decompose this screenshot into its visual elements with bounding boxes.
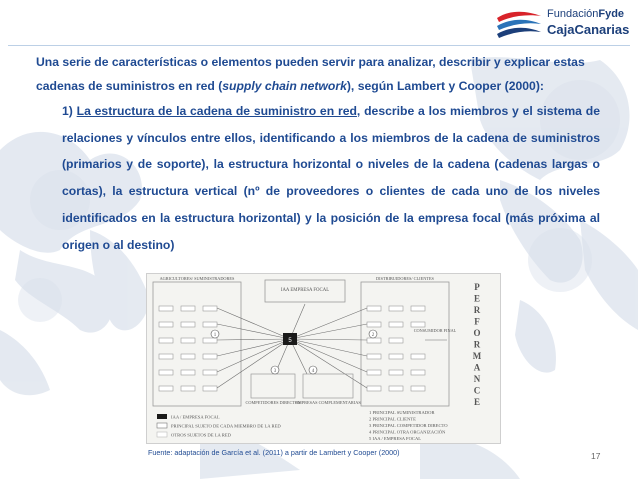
label-suppliers: AGRICULTORES/ SUMINISTRADORES [159,276,235,281]
distributor-nodes [367,306,425,391]
legend-left-2: PRINCIPAL SUJETO DE CADA MIEMBRO DE LA RED [171,423,281,429]
legend-left-3: OTROS SUJETOS DE LA RED [171,432,231,438]
node-number-5: 5 [288,338,292,344]
logo-text-fundacion: FundaciónFyde [547,8,625,20]
performance-letter: P [474,282,480,292]
performance-letter: R [473,339,481,350]
performance-letter: M [472,351,482,361]
legend-right-1: 1 PRINCIPAL SUMINISTRADOR [369,410,435,415]
legend-swatch-focal [157,414,167,419]
competitors-box [251,374,295,398]
supplier-nodes [159,306,217,391]
label-focal: IAA EMPRESA FOCAL [280,288,330,293]
header-divider [8,45,630,46]
logo-text-cajacanarias: CajaCanarias [547,22,630,37]
network-diagram [147,274,501,444]
performance-letter: O [473,328,481,338]
node-number-4: 4 [311,369,315,374]
legend-right-5: 5 IAA / EMPRESA FOCAL [369,436,422,441]
performance-letter: R [473,305,481,315]
list-item-heading: La estructura de la cadena de suministro en red [76,104,357,118]
legend-swatch-main [157,423,167,428]
performance-letter: A [473,362,481,373]
supply-chain-network-figure [146,273,501,444]
legend-left-1: IAA / EMPRESA FOCAL [171,414,220,420]
label-consumer: CONSUMIDOR FINAL [413,328,457,333]
figure-source-caption: Fuente: adaptación de García et al. (2011) a partir de Lambert y Cooper (2000) [148,448,400,457]
complementary-box [303,374,353,398]
node-number-1: 1 [213,333,217,338]
node-number-3: 3 [273,369,277,374]
performance-letter: F [474,316,480,327]
logo-fundacion-fyde-cajacanarias [495,4,635,44]
legend-right-4: 4 PRINCIPAL OTRA ORGANIZACIÓN [369,429,446,435]
network-links [217,304,447,388]
performance-letter: N [473,374,481,384]
legend-right-2: 2 PRINCIPAL CLIENTE [369,416,416,422]
list-item-number: 1) [62,104,73,118]
performance-letter: C [473,385,481,396]
label-complementary: EMPRESAS COMPLEMENTARIAS [295,400,361,405]
list-item-body: , describe a los miembros y el sistema de relaciones y vínculos entre ellos, identificando a los miembros de la cadena de suministros (primarios y de soporte), la estructura horizontal o niveles de la cadena (cadenas largas o cortas), la estructura vertical (nº de proveedores o clientes de cada uno de los niveles identificados en la estructura horizontal) y la posición de la empresa focal (más próxima al origen o al destino) [62,104,600,252]
performance-letter: E [473,397,481,407]
legend-swatch-other [157,432,167,437]
label-competitors: COMPETIDORES DIRECTOS [245,400,301,405]
performance-label [473,282,482,407]
logo-mark-icon [495,4,543,44]
page-number: 17 [591,451,601,461]
node-number-2: 2 [371,333,375,338]
list-item-1 [62,98,600,258]
label-distributors: DISTRIBUIDORES/ CLIENTES [376,276,434,281]
legend-right-3: 3 PRINCIPAL COMPETIDOR DIRECTO [369,423,448,428]
performance-letter: E [473,293,481,304]
intro-paragraph: Una serie de características o elementos pueden servir para analizar, describir y explicar estas cadenas de suministros en red (supply chain network), según Lambert y Cooper (2000): [36,55,585,93]
